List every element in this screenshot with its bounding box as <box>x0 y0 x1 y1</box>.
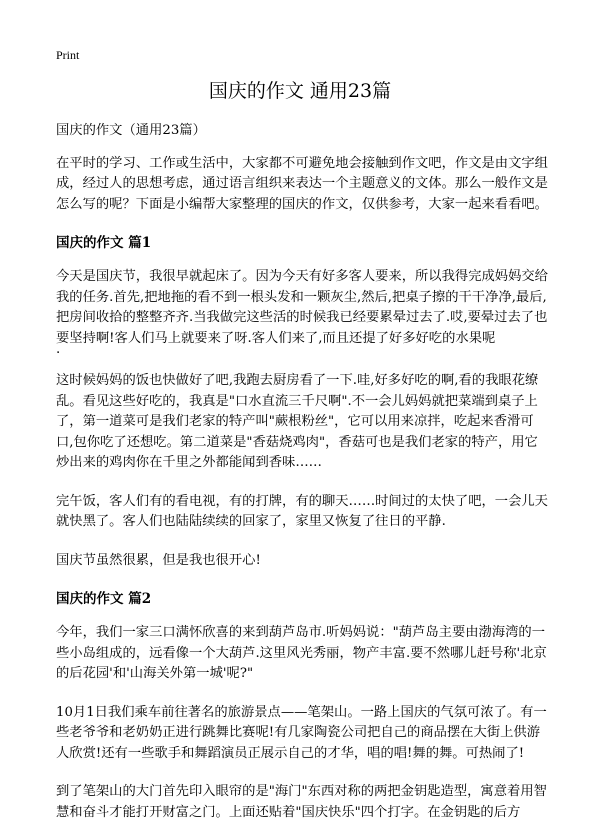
intro-paragraph: 在平时的学习、工作或生活中，大家都不可避免地会接触到作文吧，作文是由文字组成，经过人的思想考虑，通过语言组织来表达一个主题意义的文体。那么一般作文是怎么写的呢？下面是小编帮大家整理的国庆的作文，仅供参考，大家一起来看看吧。 <box>56 155 548 212</box>
section-heading-1: 国庆的作文 篇1 <box>56 235 152 251</box>
section-heading-2: 国庆的作文 篇2 <box>56 591 152 607</box>
section-1-paragraph-4: 国庆节虽然很累，但是我也很开心! <box>56 552 261 568</box>
section-1-stray-dot: . <box>56 342 61 357</box>
section-1-paragraph-1: 今天是国庆节，我很早就起床了。因为今天有好多客人要来，所以我得完成妈妈交给我的任务.首先,把地拖的看不到一根头发和一颗灰尘,然后,把桌子擦的干干净净,最后,把房间收拾的整整齐齐.当我做完这些活的时候我已经要累晕过去了.哎,要晕过去了也要坚持啊!客人们马上就要来了呀.客人们来了,而且还提了好多好吃的水果呢 <box>56 269 548 346</box>
section-2-paragraph-1: 今年，我们一家三口满怀欣喜的来到葫芦岛市.听妈妈说："葫芦岛主要由渤海湾的一些小岛组成的，远看像一个大葫芦.这里风光秀丽，物产丰富.要不然哪儿赶号称'北京的后花园'和'山海关外第一城'呢?" <box>56 625 547 681</box>
section-2-paragraph-2: 10月1日我们乘车前往著名的旅游景点——笔架山。一路上国庆的气氛可浓了。有一些老爷爷和老奶奶正进行跳舞比赛呢!有几家陶瓷公司把自己的商品摆在大街上供游人欣赏!还有一些歌手和舞蹈演员正展示自己的才华，唱的唱!舞的舞。可热闹了! <box>56 704 547 761</box>
page-title: 国庆的作文 通用23篇 <box>208 80 392 102</box>
article-subtitle: 国庆的作文（通用23篇） <box>56 123 206 138</box>
print-link[interactable]: Print <box>56 48 80 62</box>
article-body <box>56 121 548 828</box>
section-2-paragraph-3: 到了笔架山的大门首先印入眼帘的是"海门"东西对称的两把金钥匙造型，寓意着用智慧和奋斗才能打开财富之门。上面还贴着"国庆快乐"四个打字。在金钥匙的后方 <box>56 784 547 820</box>
section-1-paragraph-2: 这时候妈妈的饭也快做好了吧,我跑去厨房看了一下.哇,好多好吃的啊,看的我眼花缭乱。看见这些好吃的，我真是"口水直流三千尺啊".不一会儿妈妈就把菜端到桌子上了，第一道菜可是我们老家的特产叫"蕨根粉丝"，它可以用来凉拌，吃起来香滑可口,包你吃了还想吃。第二道菜是"香菇烧鸡肉"，香菇可也是我们老家的特产，用它炒出来的鸡肉你在千里之外都能闻到香味…… <box>56 373 539 470</box>
section-1-paragraph-3: 完午饭，客人们有的看电视，有的打牌，有的聊天……时间过的太快了吧，一会儿天就快黑了。客人们也陆陆续续的回家了，家里又恢复了往日的平静. <box>56 493 548 529</box>
